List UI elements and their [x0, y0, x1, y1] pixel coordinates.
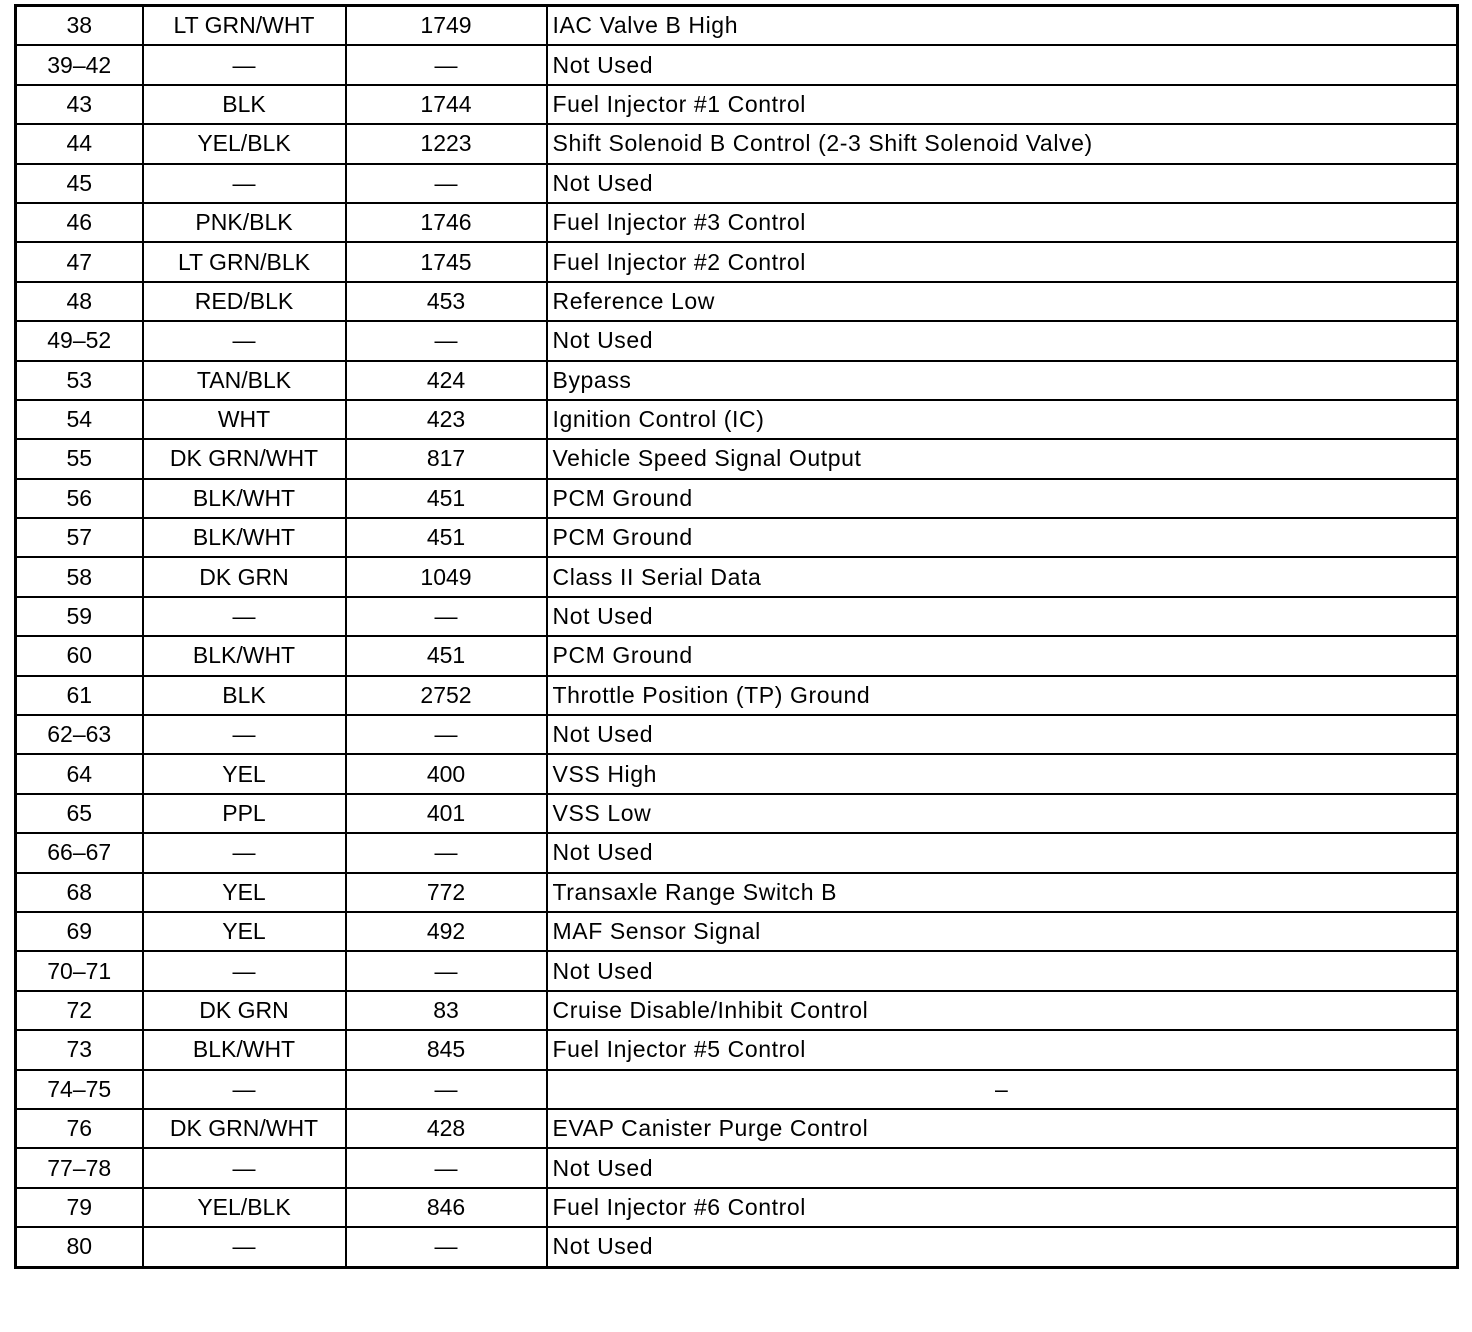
table-row: [16, 833, 1458, 872]
function-cell: Transaxle Range Switch B: [547, 873, 1458, 912]
table-row: [16, 242, 1458, 281]
pin-number-cell: 69: [16, 912, 143, 951]
wire-color-cell: RED/BLK: [143, 282, 346, 321]
function-cell: VSS Low: [547, 794, 1458, 833]
table-row: [16, 518, 1458, 557]
wire-color-cell: —: [143, 45, 346, 84]
function-cell: Bypass: [547, 361, 1458, 400]
circuit-number-cell: —: [346, 833, 547, 872]
wire-color-cell: DK GRN/WHT: [143, 439, 346, 478]
wire-color-cell: YEL: [143, 754, 346, 793]
wire-color-cell: —: [143, 951, 346, 990]
function-cell: Fuel Injector #2 Control: [547, 242, 1458, 281]
circuit-number-cell: 453: [346, 282, 547, 321]
function-cell: Not Used: [547, 164, 1458, 203]
pin-number-cell: 49–52: [16, 321, 143, 360]
wire-color-cell: LT GRN/BLK: [143, 242, 346, 281]
circuit-number-cell: 1745: [346, 242, 547, 281]
table-row: [16, 676, 1458, 715]
table-row: [16, 912, 1458, 951]
circuit-number-cell: 1049: [346, 557, 547, 596]
function-cell: EVAP Canister Purge Control: [547, 1109, 1458, 1148]
pin-number-cell: 60: [16, 636, 143, 675]
pin-number-cell: 46: [16, 203, 143, 242]
wire-color-cell: TAN/BLK: [143, 361, 346, 400]
function-cell: Not Used: [547, 1227, 1458, 1267]
table-row: [16, 361, 1458, 400]
pin-number-cell: 45: [16, 164, 143, 203]
pin-number-cell: 38: [16, 6, 143, 46]
pin-number-cell: 73: [16, 1030, 143, 1069]
table-row: [16, 754, 1458, 793]
function-cell: Not Used: [547, 45, 1458, 84]
pin-number-cell: 61: [16, 676, 143, 715]
circuit-number-cell: 451: [346, 479, 547, 518]
wire-color-cell: DK GRN: [143, 991, 346, 1030]
wire-color-cell: —: [143, 1070, 346, 1109]
table-row: [16, 951, 1458, 990]
pin-number-cell: 55: [16, 439, 143, 478]
pin-number-cell: 65: [16, 794, 143, 833]
wire-color-cell: WHT: [143, 400, 346, 439]
table-row: [16, 1109, 1458, 1148]
wire-color-cell: —: [143, 164, 346, 203]
circuit-number-cell: —: [346, 321, 547, 360]
function-cell: Fuel Injector #6 Control: [547, 1188, 1458, 1227]
pin-number-cell: 58: [16, 557, 143, 596]
pin-number-cell: 74–75: [16, 1070, 143, 1109]
pin-number-cell: 66–67: [16, 833, 143, 872]
table-row: [16, 1070, 1458, 1109]
wire-color-cell: BLK: [143, 676, 346, 715]
wire-color-cell: BLK: [143, 85, 346, 124]
function-cell: Not Used: [547, 715, 1458, 754]
table-row: [16, 6, 1458, 46]
function-cell: PCM Ground: [547, 479, 1458, 518]
wire-color-cell: DK GRN: [143, 557, 346, 596]
pin-number-cell: 72: [16, 991, 143, 1030]
wire-color-cell: PPL: [143, 794, 346, 833]
function-cell: PCM Ground: [547, 518, 1458, 557]
pin-number-cell: 47: [16, 242, 143, 281]
wire-color-cell: —: [143, 833, 346, 872]
pin-number-cell: 77–78: [16, 1148, 143, 1187]
circuit-number-cell: 401: [346, 794, 547, 833]
circuit-number-cell: —: [346, 1148, 547, 1187]
pin-number-cell: 54: [16, 400, 143, 439]
pin-number-cell: 48: [16, 282, 143, 321]
pin-number-cell: 68: [16, 873, 143, 912]
wire-color-cell: BLK/WHT: [143, 636, 346, 675]
circuit-number-cell: 423: [346, 400, 547, 439]
function-cell: VSS High: [547, 754, 1458, 793]
circuit-number-cell: 772: [346, 873, 547, 912]
function-cell: PCM Ground: [547, 636, 1458, 675]
table-row: [16, 124, 1458, 163]
table-row: [16, 597, 1458, 636]
circuit-number-cell: 1746: [346, 203, 547, 242]
table-row: [16, 557, 1458, 596]
function-cell: Reference Low: [547, 282, 1458, 321]
function-cell: Fuel Injector #3 Control: [547, 203, 1458, 242]
function-cell: Not Used: [547, 321, 1458, 360]
pin-number-cell: 57: [16, 518, 143, 557]
wire-color-cell: —: [143, 715, 346, 754]
pin-number-cell: 76: [16, 1109, 143, 1148]
circuit-number-cell: —: [346, 45, 547, 84]
circuit-number-cell: 451: [346, 636, 547, 675]
circuit-number-cell: 1744: [346, 85, 547, 124]
table-row: [16, 715, 1458, 754]
table-row: [16, 1148, 1458, 1187]
table-row: [16, 1227, 1458, 1267]
circuit-number-cell: 428: [346, 1109, 547, 1148]
wire-color-cell: LT GRN/WHT: [143, 6, 346, 46]
circuit-number-cell: 492: [346, 912, 547, 951]
table-row: [16, 873, 1458, 912]
circuit-number-cell: —: [346, 1070, 547, 1109]
pin-number-cell: 70–71: [16, 951, 143, 990]
table-row: [16, 321, 1458, 360]
function-cell: Fuel Injector #5 Control: [547, 1030, 1458, 1069]
function-cell: Fuel Injector #1 Control: [547, 85, 1458, 124]
pin-number-cell: 59: [16, 597, 143, 636]
table-row: [16, 203, 1458, 242]
pin-number-cell: 64: [16, 754, 143, 793]
table-row: [16, 1030, 1458, 1069]
pin-number-cell: 39–42: [16, 45, 143, 84]
table-row: [16, 164, 1458, 203]
wire-color-cell: DK GRN/WHT: [143, 1109, 346, 1148]
function-cell: Ignition Control (IC): [547, 400, 1458, 439]
wire-color-cell: YEL/BLK: [143, 124, 346, 163]
function-cell: Vehicle Speed Signal Output: [547, 439, 1458, 478]
function-cell: Class II Serial Data: [547, 557, 1458, 596]
circuit-number-cell: —: [346, 1227, 547, 1267]
function-cell: MAF Sensor Signal: [547, 912, 1458, 951]
table-row: [16, 439, 1458, 478]
circuit-number-cell: 845: [346, 1030, 547, 1069]
pinout-table-body: [16, 6, 1458, 1268]
circuit-number-cell: 2752: [346, 676, 547, 715]
wire-color-cell: BLK/WHT: [143, 1030, 346, 1069]
circuit-number-cell: 817: [346, 439, 547, 478]
circuit-number-cell: —: [346, 715, 547, 754]
pin-number-cell: 53: [16, 361, 143, 400]
wire-color-cell: YEL: [143, 873, 346, 912]
function-cell: –: [547, 1070, 1458, 1109]
pin-number-cell: 44: [16, 124, 143, 163]
function-cell: Shift Solenoid B Control (2-3 Shift Solenoid Valve): [547, 124, 1458, 163]
table-row: [16, 794, 1458, 833]
pin-number-cell: 62–63: [16, 715, 143, 754]
wire-color-cell: YEL/BLK: [143, 1188, 346, 1227]
table-row: [16, 1188, 1458, 1227]
circuit-number-cell: —: [346, 164, 547, 203]
function-cell: Throttle Position (TP) Ground: [547, 676, 1458, 715]
table-row: [16, 85, 1458, 124]
table-row: [16, 479, 1458, 518]
circuit-number-cell: —: [346, 597, 547, 636]
wire-color-cell: —: [143, 597, 346, 636]
pin-number-cell: 79: [16, 1188, 143, 1227]
function-cell: IAC Valve B High: [547, 6, 1458, 46]
wire-color-cell: —: [143, 1148, 346, 1187]
connector-pinout-table: [14, 4, 1459, 1269]
table-row: [16, 45, 1458, 84]
circuit-number-cell: 846: [346, 1188, 547, 1227]
wire-color-cell: BLK/WHT: [143, 479, 346, 518]
function-cell: Not Used: [547, 597, 1458, 636]
wire-color-cell: BLK/WHT: [143, 518, 346, 557]
circuit-number-cell: 83: [346, 991, 547, 1030]
wire-color-cell: —: [143, 321, 346, 360]
table-row: [16, 991, 1458, 1030]
circuit-number-cell: 1223: [346, 124, 547, 163]
wire-color-cell: PNK/BLK: [143, 203, 346, 242]
pin-number-cell: 43: [16, 85, 143, 124]
function-cell: Not Used: [547, 833, 1458, 872]
function-cell: Cruise Disable/Inhibit Control: [547, 991, 1458, 1030]
function-cell: Not Used: [547, 1148, 1458, 1187]
function-cell: Not Used: [547, 951, 1458, 990]
table-row: [16, 282, 1458, 321]
table-row: [16, 636, 1458, 675]
circuit-number-cell: 1749: [346, 6, 547, 46]
pin-number-cell: 56: [16, 479, 143, 518]
wire-color-cell: —: [143, 1227, 346, 1267]
circuit-number-cell: 400: [346, 754, 547, 793]
table-row: [16, 400, 1458, 439]
circuit-number-cell: 451: [346, 518, 547, 557]
pin-number-cell: 80: [16, 1227, 143, 1267]
wire-color-cell: YEL: [143, 912, 346, 951]
circuit-number-cell: 424: [346, 361, 547, 400]
circuit-number-cell: —: [346, 951, 547, 990]
